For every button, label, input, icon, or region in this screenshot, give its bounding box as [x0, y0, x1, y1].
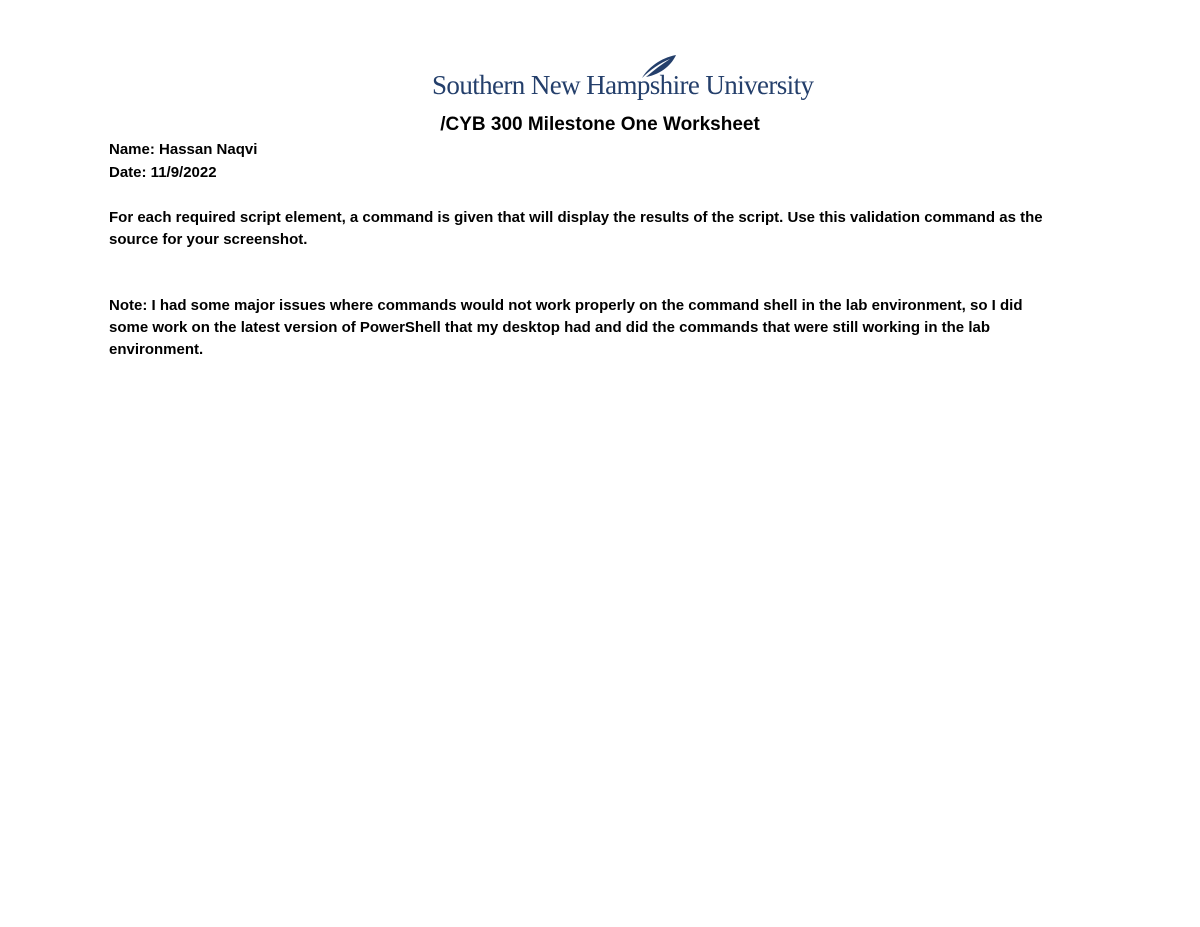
- instructions-line: source for your screenshot.: [109, 231, 308, 248]
- logo-wordmark: Southern New Hampshire University: [432, 70, 814, 100]
- university-logo: [432, 54, 814, 104]
- instructions-paragraph: [109, 207, 1084, 251]
- date-field: Date: 11/9/2022: [109, 164, 217, 181]
- note-line: Note: I had some major issues where commands would not work properly on the command shell in the lab environment, so I did: [109, 297, 1023, 314]
- page-title: /CYB 300 Milestone One Worksheet: [440, 114, 760, 135]
- note-line: environment.: [109, 341, 204, 358]
- note-paragraph: [109, 295, 1084, 361]
- note-line: some work on the latest version of PowerShell that my desktop had and did the commands that were still working in the lab: [109, 319, 990, 336]
- instructions-line: For each required script element, a command is given that will display the results of the script. Use this validation command as the: [109, 209, 1043, 226]
- name-field: Name: Hassan Naqvi: [109, 141, 258, 158]
